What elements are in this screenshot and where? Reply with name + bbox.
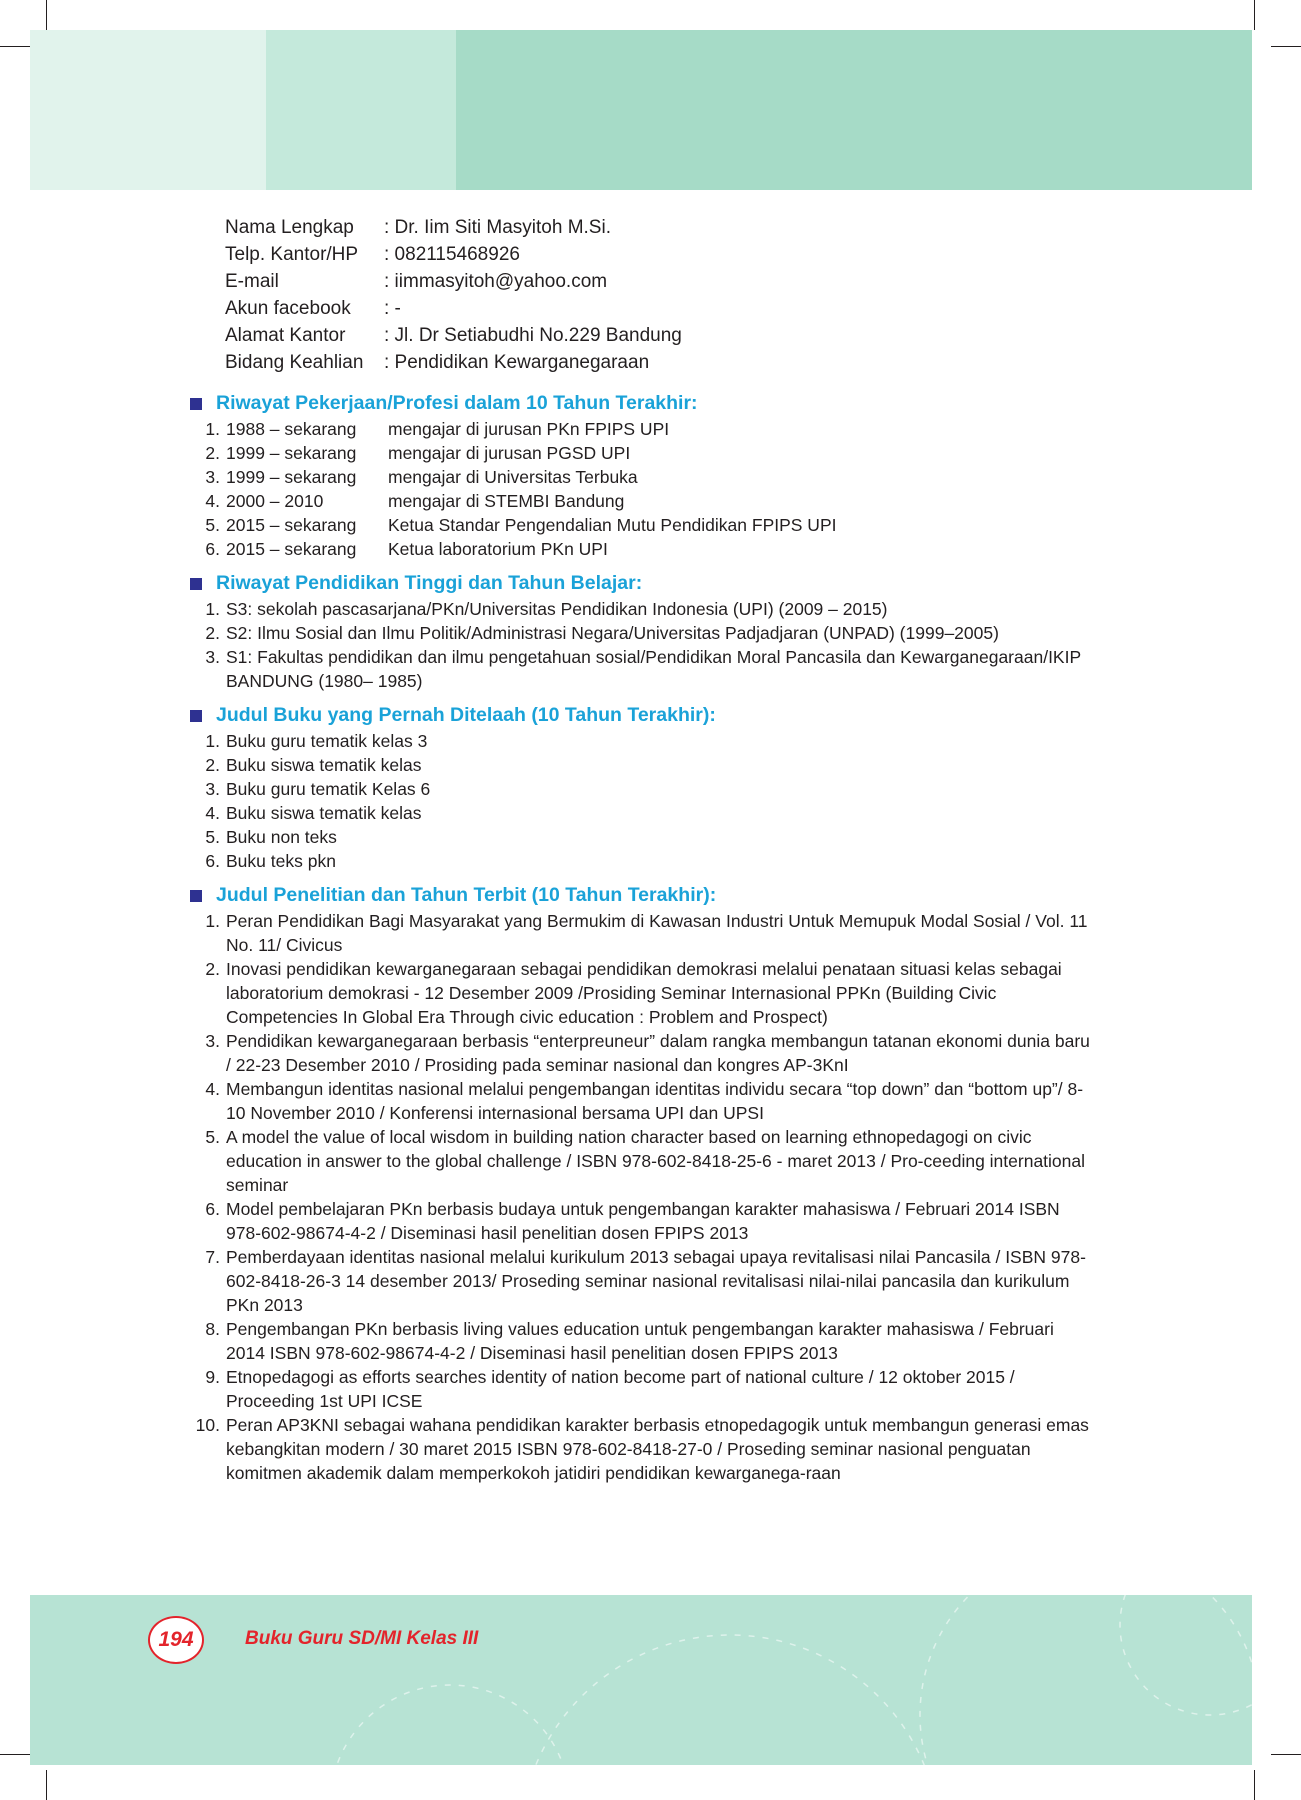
item-number: 2. (205, 623, 220, 643)
square-bullet-icon (190, 890, 202, 902)
item-description: mengajar di jurusan PKn FPIPS UPI (388, 419, 670, 439)
item-number: 1. (205, 911, 220, 931)
item-description: Ketua laboratorium PKn UPI (388, 539, 608, 559)
profile-row (225, 349, 1090, 376)
profile-label: Nama Lengkap (225, 217, 354, 238)
list-item (190, 753, 1090, 777)
list-item (190, 537, 1090, 561)
books-list (190, 729, 1090, 873)
education-heading-text: Riwayat Pendidikan Tinggi dan Tahun Belajar: (216, 572, 643, 594)
item-text: Buku siswa tematik kelas (226, 755, 422, 775)
list-item (190, 465, 1090, 489)
header-band-dark (456, 30, 1252, 190)
profile-row (225, 295, 1090, 322)
item-text: Pengembangan PKn berbasis living values education untuk pengembangan karakter mahasiswa / Februari 2014 ISBN 978-602-98674-4-2 / Diseminasi hasil penelitian dosen FPIPS 2013 (226, 1319, 1054, 1363)
item-text: S1: Fakultas pendidikan dan ilmu pengetahuan sosial/Pendidikan Moral Pancasila dan Kewarganegaraan/IKIP BANDUNG (1980– 1985) (226, 647, 1081, 691)
book-title: Buku Guru SD/MI Kelas III (245, 1628, 479, 1649)
list-item (190, 801, 1090, 825)
list-item (190, 1125, 1090, 1197)
books-heading-text: Judul Buku yang Pernah Ditelaah (10 Tahun Terakhir): (216, 704, 716, 726)
profile-row (225, 322, 1090, 349)
item-years: 1999 – sekarang (226, 443, 357, 463)
section-heading (190, 390, 1090, 417)
list-item (190, 957, 1090, 1029)
item-number: 8. (205, 1319, 220, 1339)
item-years: 2015 – sekarang (226, 515, 357, 535)
square-bullet-icon (190, 710, 202, 722)
list-item (190, 1197, 1090, 1245)
section-heading (190, 570, 1090, 597)
item-number: 6. (205, 1199, 220, 1219)
list-item (190, 441, 1090, 465)
list-item (190, 777, 1090, 801)
decor-circle (1120, 1595, 1252, 1715)
item-text: Buku guru tematik Kelas 6 (226, 779, 431, 799)
profile-label: E-mail (225, 271, 279, 292)
item-text: Buku siswa tematik kelas (226, 803, 422, 823)
research-list (190, 909, 1090, 1485)
profile-value: : iimmasyitoh@yahoo.com (384, 271, 608, 292)
profile-row (225, 214, 1090, 241)
list-item (190, 1029, 1090, 1077)
item-number: 2. (205, 443, 220, 463)
work-history-section (190, 390, 1090, 561)
header-band (30, 30, 1252, 190)
crop-mark (0, 1754, 30, 1755)
item-number: 4. (205, 1079, 220, 1099)
item-years: 1988 – sekarang (226, 419, 357, 439)
education-section (190, 570, 1090, 693)
profile-value: : Jl. Dr Setiabudhi No.229 Bandung (384, 325, 682, 346)
decor-circle (920, 1595, 1252, 1765)
item-number: 1. (205, 419, 220, 439)
item-text: Peran AP3KNI sebagai wahana pendidikan karakter berbasis etnopedagogik untuk membangun generasi emas kebangkitan modern / 30 maret 2015 ISBN 978-602-8418-27-0 / Proseding seminar nasional penguatan komitmen akademik dalam memperkokoh jatidiri pendidikan kewarganega-raan (226, 1415, 1089, 1483)
item-number: 3. (205, 467, 220, 487)
list-item (190, 1077, 1090, 1125)
list-item (190, 1245, 1090, 1317)
page-number-badge: 194 (148, 1616, 204, 1664)
item-years: 2000 – 2010 (226, 491, 324, 511)
item-number: 10. (195, 1415, 220, 1435)
list-item (190, 489, 1090, 513)
list-item (190, 417, 1090, 441)
item-number: 5. (205, 515, 220, 535)
crop-mark (1271, 46, 1301, 47)
list-item (190, 597, 1090, 621)
item-number: 6. (205, 851, 220, 871)
list-item (190, 1413, 1090, 1485)
header-band-mid (266, 30, 456, 190)
item-description: mengajar di jurusan PGSD UPI (388, 443, 631, 463)
profile-label: Bidang Keahlian (225, 352, 364, 373)
profile-value: : - (384, 298, 401, 319)
item-number: 1. (205, 599, 220, 619)
list-item (190, 645, 1090, 693)
item-text (226, 489, 1090, 513)
books-section (190, 702, 1090, 873)
section-heading (190, 702, 1090, 729)
item-text (226, 537, 1090, 561)
item-description: mengajar di STEMBI Bandung (388, 491, 625, 511)
list-item (190, 729, 1090, 753)
footer-band (30, 1595, 1252, 1765)
item-text: Peran Pendidikan Bagi Masyarakat yang Bermukim di Kawasan Industri Untuk Memupuk Modal Sosial / Vol. 11 No. 11/ Civicus (226, 911, 1088, 955)
profile-row (225, 241, 1090, 268)
item-number: 5. (205, 827, 220, 847)
list-item (190, 825, 1090, 849)
profile-label: Akun facebook (225, 298, 351, 319)
profile-table (225, 214, 1090, 376)
decor-circle (330, 1685, 570, 1765)
item-text: Pemberdayaan identitas nasional melalui kurikulum 2013 sebagai upaya revitalisasi nilai Pancasila / ISBN 978-602-8418-26-3 14 desember 2013/ Proseding seminar nasional revitalisasi nilai-nilai pancasila dan kurikulum PKn 2013 (226, 1247, 1086, 1315)
item-number: 6. (205, 539, 220, 559)
work-list (190, 417, 1090, 561)
crop-mark (46, 1770, 47, 1800)
item-text: Pendidikan kewarganegaraan berbasis “enterpreuneur” dalam rangka membangun tatanan ekonomi dunia baru / 22-23 Desember 2010 / Prosiding pada seminar nasional dan kongres AP-3KnI (226, 1031, 1090, 1075)
list-item (190, 849, 1090, 873)
profile-label: Telp. Kantor/HP (225, 244, 359, 265)
item-text: Model pembelajaran PKn berbasis budaya untuk pengembangan karakter mahasiswa / Februari 2014 ISBN 978-602-98674-4-2 / Diseminasi hasil penelitian dosen FPIPS 2013 (226, 1199, 1060, 1243)
education-list (190, 597, 1090, 693)
crop-mark (1254, 1770, 1255, 1800)
profile-row (225, 268, 1090, 295)
item-text: S2: Ilmu Sosial dan Ilmu Politik/Administrasi Negara/Universitas Padjadjaran (UNPAD) (1999–2005) (226, 623, 999, 643)
item-text (226, 513, 1090, 537)
crop-mark (0, 46, 30, 47)
crop-mark (46, 0, 47, 30)
crop-mark (1254, 0, 1255, 30)
profile-label: Alamat Kantor (225, 325, 346, 346)
page-content (190, 214, 1090, 1485)
square-bullet-icon (190, 578, 202, 590)
item-text: A model the value of local wisdom in building nation character based on learning ethnopedagogi on civic education in answer to the global challenge / ISBN 978-602-8418-25-6 - maret 2013 / Pro-ceeding international seminar (226, 1127, 1086, 1195)
item-text: Buku non teks (226, 827, 337, 847)
square-bullet-icon (190, 398, 202, 410)
item-number: 3. (205, 779, 220, 799)
item-number: 5. (205, 1127, 220, 1147)
list-item (190, 513, 1090, 537)
item-text: Buku teks pkn (226, 851, 336, 871)
research-section (190, 882, 1090, 1485)
item-number: 7. (205, 1247, 220, 1267)
item-number: 3. (205, 647, 220, 667)
work-heading-text: Riwayat Pekerjaan/Profesi dalam 10 Tahun Terakhir: (216, 392, 698, 414)
item-number: 3. (205, 1031, 220, 1051)
item-number: 4. (205, 803, 220, 823)
item-text (226, 441, 1090, 465)
list-item (190, 909, 1090, 957)
item-description: mengajar di Universitas Terbuka (388, 467, 638, 487)
decor-circle (520, 1635, 940, 1765)
item-number: 9. (205, 1367, 220, 1387)
footer-pattern (30, 1595, 1252, 1765)
profile-value: : 082115468926 (384, 244, 520, 265)
item-text: S3: sekolah pascasarjana/PKn/Universitas Pendidikan Indonesia (UPI) (2009 – 2015) (226, 599, 888, 619)
profile-value: : Pendidikan Kewarganegaraan (384, 352, 650, 373)
item-text: Etnopedagogi as efforts searches identity of nation become part of national culture / 12 oktober 2015 / Proceeding 1st UPI ICSE (226, 1367, 1015, 1411)
item-text: Inovasi pendidikan kewarganegaraan sebagai pendidikan demokrasi melalui penataan situasi kelas sebagai laboratorium demokrasi - 12 Desember 2009 /Prosiding Seminar Internasional PPKn (Building Civic Competencies In Global Era Through civic education : Problem and Prospect) (226, 959, 1062, 1027)
item-text: Buku guru tematik kelas 3 (226, 731, 428, 751)
list-item (190, 1317, 1090, 1365)
item-years: 1999 – sekarang (226, 467, 357, 487)
item-number: 1. (205, 731, 220, 751)
section-heading (190, 882, 1090, 909)
header-band-light (30, 30, 266, 190)
item-number: 2. (205, 959, 220, 979)
profile-value: : Dr. Iim Siti Masyitoh M.Si. (384, 217, 611, 238)
item-text: Membangun identitas nasional melalui pengembangan identitas individu secara “top down” dan “bottom up”/ 8-10 November 2010 / Konferensi internasional bersama UPI dan UPSI (226, 1079, 1084, 1123)
crop-mark (1271, 1754, 1301, 1755)
item-number: 2. (205, 755, 220, 775)
research-heading-text: Judul Penelitian dan Tahun Terbit (10 Tahun Terakhir): (216, 884, 717, 906)
item-number: 4. (205, 491, 220, 511)
item-description: Ketua Standar Pengendalian Mutu Pendidikan FPIPS UPI (388, 515, 837, 535)
item-text (226, 417, 1090, 441)
list-item (190, 621, 1090, 645)
item-years: 2015 – sekarang (226, 539, 357, 559)
list-item (190, 1365, 1090, 1413)
item-text (226, 465, 1090, 489)
